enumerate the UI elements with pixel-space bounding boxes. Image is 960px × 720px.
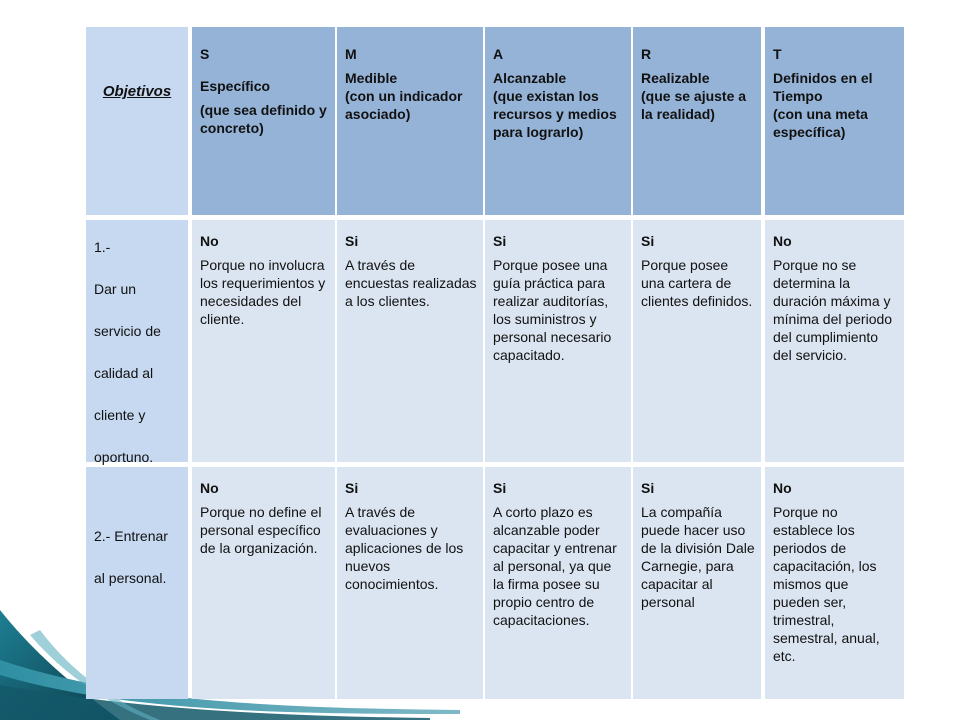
- row2-cell-a: [485, 467, 631, 699]
- row1-verdict-m: Si: [345, 233, 359, 249]
- header-achievable: [485, 27, 631, 215]
- row1-cell-r: [633, 220, 761, 462]
- header-title-m: Medible: [345, 70, 398, 86]
- row1-text-s: Porque no involucra los requerimientos y necesidades del cliente.: [200, 257, 326, 327]
- row2-verdict-r: Si: [641, 480, 655, 496]
- header-sub-s: (que sea definido y concreto): [200, 102, 327, 136]
- row2-cell-r: [633, 467, 761, 699]
- header-measurable: [337, 27, 483, 215]
- row1-objective-line: 1.-: [94, 239, 111, 255]
- smart-objectives-table: [86, 27, 904, 699]
- header-title-t: Definidos en el Tiempo: [773, 70, 873, 104]
- row1-verdict-r: Si: [641, 233, 655, 249]
- header-letter-a: A: [493, 46, 504, 62]
- row2-cell-t: [765, 467, 904, 699]
- row1-cell-s: [192, 220, 335, 462]
- header-specific: [192, 27, 335, 215]
- header-sub-r: (que se ajuste a la realidad): [641, 88, 747, 122]
- header-title-s: Específico: [200, 78, 271, 94]
- row2-objective: [86, 467, 188, 699]
- row1-text-m: A través de encuestas realizadas a los clientes.: [345, 257, 477, 309]
- row1-verdict-s: No: [200, 233, 219, 249]
- row1-verdict-t: No: [773, 233, 792, 249]
- row2-objective-line: 2.- Entrenar: [94, 528, 168, 544]
- row2-text-a: A corto plazo es alcanzable poder capacitar y entrenar al personal, ya que la firma posee su propio centro de capacitaciones.: [493, 504, 617, 628]
- row1-objective-line: calidad al: [94, 365, 154, 381]
- header-letter-m: M: [345, 46, 357, 62]
- row1-cell-t: [765, 220, 904, 462]
- header-sub-m: (con un indicador asociado): [345, 88, 463, 122]
- row2-objective-line: al personal.: [94, 570, 167, 586]
- row2-text-r: La compañía puede hacer uso de la división Dale Carnegie, para capacitar al personal: [641, 504, 755, 610]
- row1-text-r: Porque posee una cartera de clientes definidos.: [641, 257, 753, 309]
- row2-verdict-m: Si: [345, 480, 359, 496]
- row2-cell-m: [337, 467, 483, 699]
- header-letter-s: S: [200, 46, 210, 62]
- row2-cell-s: [192, 467, 335, 699]
- objectives-header-label: Objetivos: [102, 83, 172, 100]
- header-title-a: Alcanzable: [493, 70, 567, 86]
- row1-objective: [86, 220, 188, 465]
- header-sub-a: (que existan los recursos y medios para lograrlo): [493, 88, 617, 140]
- objectives-header-cell: [86, 27, 188, 215]
- header-realistic: [633, 27, 761, 215]
- row2-verdict-s: No: [200, 480, 219, 496]
- row2-verdict-t: No: [773, 480, 792, 496]
- row1-text-a: Porque posee una guía práctica para realizar auditorías, los suministros y personal necesario capacitado.: [493, 257, 612, 363]
- row1-objective-line: oportuno.: [94, 449, 154, 465]
- header-title-r: Realizable: [641, 70, 710, 86]
- row1-cell-a: [485, 220, 631, 462]
- row2-text-t: Porque no establece los periodos de capacitación, los mismos que pueden ser, trimestral, semestral, anual, etc.: [773, 504, 880, 664]
- header-letter-r: R: [641, 46, 652, 62]
- row1-objective-line: servicio de: [94, 323, 161, 339]
- row2-verdict-a: Si: [493, 480, 507, 496]
- row2-text-s: Porque no define el personal específico de la organización.: [200, 504, 322, 556]
- row2-text-m: A través de evaluaciones y aplicaciones de los nuevos conocimientos.: [345, 504, 464, 592]
- row1-verdict-a: Si: [493, 233, 507, 249]
- row1-cell-m: [337, 220, 483, 462]
- row1-text-t: Porque no se determina la duración máxima y mínima del periodo del cumplimiento del servicio.: [773, 257, 893, 363]
- row1-objective-line: cliente y: [94, 407, 146, 423]
- header-letter-t: T: [773, 46, 782, 62]
- header-time-bound: [765, 27, 904, 215]
- row1-objective-line: Dar un: [94, 281, 137, 297]
- header-sub-t: (con una meta específica): [773, 106, 868, 140]
